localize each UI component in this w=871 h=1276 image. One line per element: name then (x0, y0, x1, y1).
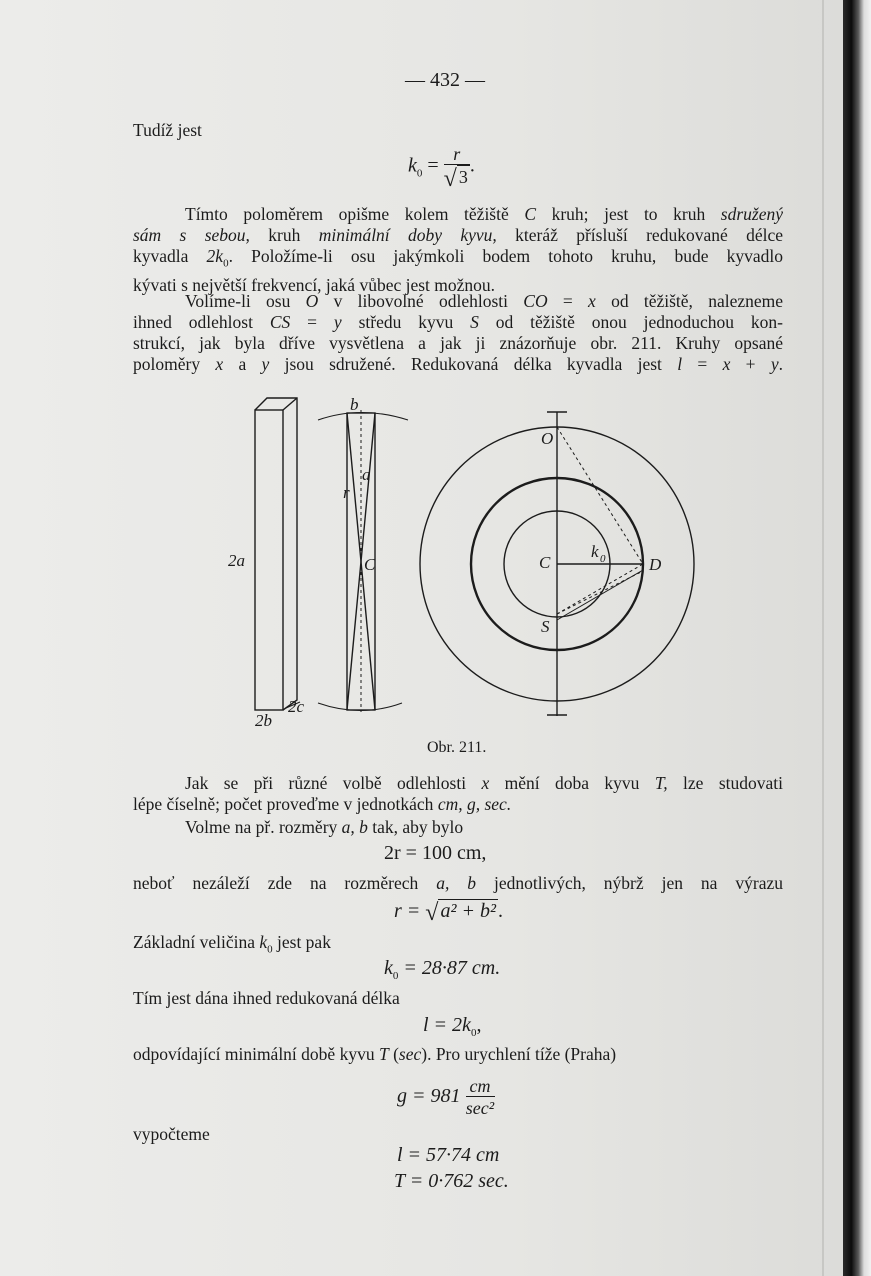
equation-l-value: l = 57·74 cm (397, 1144, 500, 1166)
page-number: — 432 — (405, 69, 485, 91)
label-k0: k (591, 542, 599, 561)
equation-k0-value: $k_0 = 28\cdot 87$ cm. (384, 957, 501, 982)
paragraph-1: Tímto poloměrem opišme kolem těžiště C kruh; jest to kruh sdružený sám s sebou, kruh minimální doby kyvu, kteráž přísluší redukované délce kyvadla $2k_0$. Položíme-li osu jakýmkoli bodem tohoto kruhu, bude kyvadlo kývati s největší frekvencí, jaká vůbec jest možnou. (133, 204, 783, 295)
intro-text: Tudíž jest (133, 120, 202, 140)
equation-2r: 2r = 100 cm, (384, 842, 487, 864)
figure-caption: Obr. 211. (427, 739, 487, 756)
paragraph-2: Volíme-li osu O v libovolné odlehlosti CO = x od těžiště, nalezneme ihned odlehlost CS = y středu kyvu S od těžiště onou jednoduchou kon- strukcí, jak byla dříve vysvětlena a jak ji znázorňuje obr. 211. Kruhy opsané poloměry x a y jsou sdružené. Redukovaná délka kyvadla jest l = x + y. (133, 291, 784, 374)
label-o: O (541, 429, 554, 448)
label-d: D (649, 555, 662, 574)
label-2c: 2c (288, 697, 305, 716)
paragraph-3: Jak se při různé volbě odlehlosti x mění doba kyvu T, lze studovati lépe číselně; počet proveďme v jednotkách cm, g, sec. (133, 773, 783, 814)
equation-r: r = √ a² + b² . (394, 900, 503, 926)
equation-l: $l = 2k_0$, (423, 1014, 482, 1039)
equation-k0: $k_0$ = $\frac{r}{√ 3}$ . (408, 144, 475, 192)
rod-diagram (286, 410, 408, 712)
label-c: C (539, 553, 551, 572)
paragraph-9: vypočteme (133, 1124, 210, 1144)
label-s: S (541, 617, 550, 636)
paragraph-6: Základní veličina $k_0$ jest pak (133, 932, 331, 956)
label-k0-sub: 0 (600, 553, 606, 565)
paragraph-4: Volme na př. rozměry a, b tak, aby bylo (185, 817, 464, 837)
label-a: a (362, 465, 371, 484)
prism-bar (255, 398, 297, 710)
equation-g: g = 981 $\frac{cm}{\text{sec²}}$ (397, 1076, 495, 1118)
paragraph-7: Tím jest dána ihned redukovaná délka (133, 988, 400, 1008)
label-2a: 2a (228, 551, 245, 570)
label-b: b (350, 395, 359, 414)
label-2b: 2b (255, 711, 272, 730)
paragraph-5: neboť nezáleží zde na rozměrech a, b jednotlivých, nýbrž jen na výrazu (133, 873, 783, 893)
paragraph-8: odpovídající minimální době kyvu T (sec). Pro urychlení tíže (Praha) (133, 1044, 617, 1064)
equation-t-value: T = 0·762 sec. (394, 1170, 509, 1192)
label-c-rod: C (364, 555, 376, 574)
label-r: r (343, 483, 350, 502)
